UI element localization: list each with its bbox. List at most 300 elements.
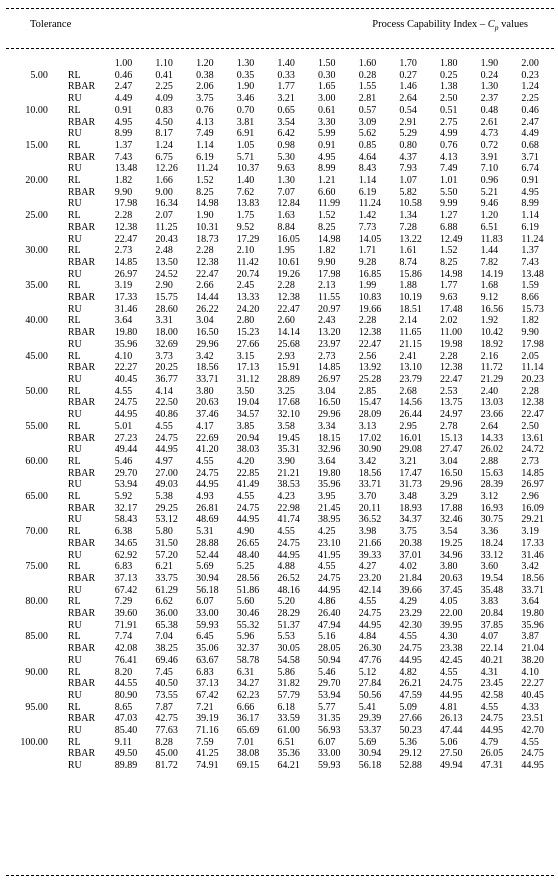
range-value: 1.52 [196, 175, 214, 187]
range-value: 2.85 [358, 385, 377, 397]
range-value: 4.55 [155, 420, 173, 432]
range-value: 7.45 [155, 666, 173, 678]
range-value: 4.90 [236, 526, 255, 538]
range-value: 7.49 [196, 128, 214, 140]
range-value: 1.61 [399, 245, 417, 257]
range-value: 0.46 [521, 104, 539, 116]
tolerance-cell-empty [0, 163, 56, 175]
range-value: 16.50 [196, 327, 219, 339]
row-type-label: RBAR [67, 748, 96, 760]
range-value: 22.27 [521, 678, 544, 690]
table-row [0, 105, 558, 117]
range-value: 4.17 [196, 420, 214, 432]
range-value: 6.60 [318, 186, 336, 198]
range-value: 18.73 [196, 233, 219, 245]
tolerance-cell-empty [0, 339, 56, 351]
range-value: 3.34 [318, 420, 336, 432]
range-value: 2.81 [358, 93, 377, 105]
range-value: 6.83 [114, 561, 133, 573]
range-value: 0.91 [114, 104, 133, 116]
range-value: 57.79 [277, 689, 300, 701]
range-value: 4.05 [440, 596, 458, 608]
range-value: 12.26 [155, 163, 178, 175]
table-row [0, 444, 558, 456]
range-value: 1.27 [440, 210, 458, 222]
range-value: 2.16 [480, 350, 499, 362]
range-value: 3.75 [399, 526, 417, 538]
range-value: 18.93 [399, 502, 422, 514]
range-value: 2.50 [521, 420, 539, 432]
range-value: 6.07 [318, 736, 336, 748]
range-value: 24.75 [440, 678, 463, 690]
range-value: 0.70 [236, 104, 255, 116]
range-value: 19.04 [236, 397, 260, 409]
range-value: 6.66 [236, 701, 255, 713]
range-value: 6.75 [155, 151, 173, 163]
range-value: 28.60 [155, 303, 178, 315]
range-value: 11.25 [155, 221, 178, 233]
tolerance-value: 100.00 [20, 736, 48, 748]
range-value: 4.55 [114, 385, 133, 397]
range-value: 1.82 [318, 245, 336, 257]
range-value: 32.10 [277, 409, 300, 421]
range-value: 3.00 [318, 93, 336, 105]
range-value: 23.97 [318, 338, 341, 350]
range-value: 18.56 [358, 467, 382, 479]
range-value: 35.31 [277, 444, 300, 456]
range-value: 5.92 [114, 491, 133, 503]
table-row [0, 245, 558, 257]
range-value: 19.54 [480, 572, 504, 584]
range-value: 4.23 [277, 491, 295, 503]
row-type-label: RU [67, 409, 82, 421]
pci-symbol: C [487, 19, 495, 30]
range-value: 17.13 [236, 362, 260, 374]
tolerance-value: 40.00 [25, 315, 48, 327]
range-value: 2.96 [521, 491, 539, 503]
range-value: 29.96 [318, 409, 341, 421]
range-value: 17.88 [440, 502, 463, 514]
table-row [0, 702, 558, 714]
range-value: 15.23 [236, 327, 260, 339]
range-value: 19.26 [277, 268, 300, 280]
range-value: 3.60 [480, 561, 499, 573]
range-value: 2.05 [521, 350, 539, 362]
range-value: 35.96 [521, 619, 544, 631]
range-value: 29.39 [358, 713, 382, 725]
range-value: 35.96 [114, 338, 138, 350]
range-value: 11.00 [440, 327, 463, 339]
range-value: 4.93 [196, 491, 214, 503]
range-value: 2.28 [440, 350, 458, 362]
range-value: 14.44 [196, 292, 219, 304]
range-value: 9.46 [480, 198, 499, 210]
row-type-label: RL [67, 104, 81, 116]
range-value: 0.23 [521, 69, 539, 81]
range-value: 13.10 [399, 362, 422, 374]
row-type-label: RL [67, 736, 81, 748]
row-type-label: RU [67, 163, 82, 175]
range-value: 4.30 [440, 631, 458, 643]
tolerance-value: 70.00 [25, 526, 48, 538]
range-value: 11.72 [480, 362, 503, 374]
range-value: 41.49 [236, 479, 260, 491]
range-value: 24.72 [521, 444, 544, 456]
table-row [0, 234, 558, 246]
range-value: 17.02 [358, 432, 382, 444]
range-value: 3.81 [236, 116, 255, 128]
table-row [0, 70, 558, 82]
table-row [0, 128, 558, 140]
range-value: 15.86 [399, 268, 422, 280]
range-value: 51.37 [277, 619, 300, 631]
range-value: 37.46 [196, 409, 219, 421]
range-value: 3.46 [236, 93, 255, 105]
range-value: 1.21 [318, 175, 336, 187]
table-row [0, 479, 558, 491]
range-value: 30.46 [236, 608, 260, 620]
range-value: 1.37 [114, 139, 133, 151]
range-value: 8.84 [277, 221, 295, 233]
range-value: 32.96 [318, 444, 341, 456]
range-value: 12.38 [196, 256, 219, 268]
range-value: 26.13 [440, 713, 463, 725]
range-value: 26.97 [318, 373, 341, 385]
range-value: 2.41 [399, 350, 417, 362]
range-value: 2.07 [155, 210, 173, 222]
tolerance-cell-empty [0, 152, 56, 164]
range-value: 3.48 [399, 491, 417, 503]
range-value: 45.00 [155, 748, 178, 760]
range-value: 32.17 [114, 502, 138, 514]
tolerance-value: 15.00 [25, 139, 48, 151]
row-type-label: RL [67, 175, 81, 187]
range-value: 30.94 [196, 572, 219, 584]
range-value: 12.38 [277, 292, 300, 304]
range-value: 11.24 [521, 233, 544, 245]
range-value: 29.08 [399, 444, 422, 456]
range-value: 4.55 [277, 526, 295, 538]
range-value: 3.42 [196, 350, 214, 362]
row-type-label: RL [67, 455, 81, 467]
range-value: 16.56 [480, 303, 504, 315]
range-value: 2.60 [277, 315, 295, 327]
range-value: 0.24 [480, 69, 499, 81]
range-value: 42.70 [521, 725, 544, 737]
range-value: 3.19 [114, 280, 133, 292]
range-value: 14.14 [277, 327, 300, 339]
range-value: 26.02 [480, 444, 504, 456]
row-type-label: RU [67, 93, 82, 105]
row-type-label: RL [67, 701, 81, 713]
range-value: 1.99 [358, 280, 377, 292]
table-row [0, 386, 558, 398]
table-row [0, 433, 558, 445]
range-value: 7.28 [399, 221, 417, 233]
tolerance-value: 30.00 [25, 245, 48, 257]
range-value: 2.75 [440, 116, 458, 128]
range-value: 37.13 [196, 678, 219, 690]
range-value: 5.25 [236, 561, 255, 573]
range-value: 4.07 [480, 631, 499, 643]
tolerance-cell-empty [0, 362, 56, 374]
range-value: 0.51 [440, 104, 458, 116]
range-value: 42.75 [155, 713, 178, 725]
range-value: 3.12 [480, 491, 499, 503]
range-value: 1.52 [440, 245, 458, 257]
range-value: 8.25 [196, 186, 214, 198]
range-value: 10.19 [399, 292, 422, 304]
range-value: 0.98 [277, 139, 295, 151]
range-value: 5.99 [318, 128, 336, 140]
range-value: 4.37 [399, 151, 417, 163]
capability-table [0, 58, 558, 772]
tolerance-value: 80.00 [25, 596, 48, 608]
row-type-label: RBAR [67, 221, 96, 233]
range-value: 52.44 [196, 549, 219, 561]
range-value: 55.32 [236, 619, 260, 631]
table-row [0, 573, 558, 585]
range-value: 4.97 [155, 455, 173, 467]
range-value: 24.75 [399, 643, 422, 655]
cp-value-header: 1.70 [399, 58, 417, 69]
range-value: 29.96 [440, 479, 463, 491]
table-row [0, 526, 558, 538]
table-row [0, 760, 558, 772]
range-value: 59.93 [318, 760, 341, 772]
table-row [0, 643, 558, 655]
table-row [0, 737, 558, 749]
range-value: 11.14 [521, 362, 544, 374]
row-type-label: RU [67, 514, 82, 526]
range-value: 3.90 [277, 455, 295, 467]
range-value: 2.43 [318, 315, 336, 327]
range-value: 8.99 [318, 163, 336, 175]
range-value: 14.85 [521, 467, 544, 479]
top-dashed-rule [6, 8, 554, 9]
bottom-dashed-rule [6, 875, 554, 876]
range-value: 16.05 [277, 233, 300, 245]
range-value: 44.95 [318, 584, 341, 596]
range-value: 44.95 [521, 760, 544, 772]
range-value: 0.96 [480, 175, 499, 187]
range-value: 33.71 [196, 373, 219, 385]
range-value: 18.15 [318, 432, 341, 444]
table-row [0, 667, 558, 679]
cp-value-header: 1.10 [155, 58, 173, 69]
range-value: 6.19 [196, 151, 214, 163]
row-type-label: RL [67, 210, 81, 222]
range-value: 2.06 [196, 81, 214, 93]
row-type-label: RBAR [67, 713, 96, 725]
range-value: 15.73 [521, 303, 544, 315]
range-value: 1.01 [440, 175, 458, 187]
range-value: 19.80 [114, 327, 138, 339]
range-value: 4.86 [318, 596, 336, 608]
range-value: 9.90 [114, 186, 133, 198]
range-value: 1.42 [358, 210, 377, 222]
range-value: 39.33 [358, 549, 382, 561]
range-value: 2.10 [236, 245, 255, 257]
range-value: 3.30 [318, 116, 336, 128]
row-type-label: RU [67, 584, 82, 596]
range-value: 3.98 [358, 526, 377, 538]
range-value: 58.78 [236, 654, 260, 666]
tolerance-value: 20.00 [25, 175, 48, 187]
range-value: 33.12 [480, 549, 504, 561]
range-value: 44.95 [155, 444, 178, 456]
range-value: 1.30 [480, 81, 499, 93]
range-value: 12.38 [114, 221, 138, 233]
range-value: 16.09 [521, 502, 544, 514]
range-value: 16.50 [318, 397, 341, 409]
range-value: 5.36 [399, 736, 417, 748]
tolerance-cell-empty [0, 760, 56, 772]
range-value: 6.38 [114, 526, 133, 538]
row-type-label: RBAR [67, 643, 96, 655]
range-value: 36.77 [155, 373, 178, 385]
range-value: 26.44 [399, 409, 422, 421]
range-value: 18.92 [480, 338, 504, 350]
range-value: 7.07 [277, 186, 295, 198]
range-value: 44.95 [440, 689, 463, 701]
range-value: 23.29 [399, 608, 422, 620]
range-value: 14.05 [358, 233, 382, 245]
range-value: 17.29 [236, 233, 260, 245]
range-value: 3.04 [440, 455, 458, 467]
range-value: 20.23 [521, 373, 544, 385]
row-type-label: RBAR [67, 151, 96, 163]
range-value: 21.29 [480, 373, 504, 385]
range-value: 3.87 [521, 631, 539, 643]
tolerance-cell-empty [0, 620, 56, 632]
range-value: 0.76 [440, 139, 458, 151]
range-value: 49.03 [155, 479, 178, 491]
range-value: 5.31 [196, 526, 214, 538]
range-value: 36.17 [236, 713, 260, 725]
range-value: 4.73 [480, 128, 499, 140]
table-row [0, 140, 558, 152]
table-row [0, 257, 558, 269]
range-value: 26.40 [318, 608, 341, 620]
range-value: 37.45 [440, 584, 463, 596]
range-value: 4.13 [196, 116, 214, 128]
range-value: 1.77 [277, 81, 295, 93]
range-value: 1.82 [521, 315, 539, 327]
range-value: 24.75 [114, 397, 138, 409]
range-value: 5.69 [358, 736, 377, 748]
range-value: 63.67 [196, 654, 219, 666]
range-value: 39.95 [440, 619, 463, 631]
range-value: 2.13 [318, 280, 336, 292]
range-value: 9.12 [480, 292, 499, 304]
range-value: 13.48 [114, 163, 138, 175]
table-row [0, 397, 558, 409]
range-value: 28.29 [277, 608, 300, 620]
range-value: 81.72 [155, 760, 178, 772]
range-value: 18.51 [399, 303, 422, 315]
range-value: 21.04 [521, 643, 544, 655]
range-value: 1.82 [114, 175, 133, 187]
range-value: 4.55 [399, 631, 417, 643]
table-row [0, 491, 558, 503]
table-row [0, 222, 558, 234]
range-value: 5.38 [155, 491, 173, 503]
range-value: 76.41 [114, 654, 138, 666]
range-value: 19.98 [440, 338, 463, 350]
range-value: 40.50 [155, 678, 178, 690]
tolerance-value: 25.00 [25, 210, 48, 222]
range-value: 17.68 [277, 397, 300, 409]
range-value: 0.76 [196, 104, 214, 116]
table-row [0, 550, 558, 562]
range-value: 5.69 [196, 561, 214, 573]
row-type-label: RU [67, 725, 82, 737]
range-value: 1.40 [236, 175, 255, 187]
tolerance-cell-empty [0, 538, 56, 550]
range-value: 5.29 [399, 128, 417, 140]
tolerance-value: 35.00 [25, 280, 48, 292]
table-row [0, 339, 558, 351]
range-value: 53.12 [155, 514, 178, 526]
range-value: 3.04 [196, 315, 214, 327]
range-value: 0.80 [399, 139, 417, 151]
range-value: 6.19 [358, 186, 377, 198]
range-value: 34.57 [236, 409, 260, 421]
range-value: 3.31 [155, 315, 173, 327]
range-value: 1.92 [480, 315, 499, 327]
range-value: 1.38 [440, 81, 458, 93]
table-row [0, 748, 558, 760]
range-value: 27.00 [155, 467, 178, 479]
range-value: 2.47 [114, 81, 133, 93]
tolerance-cell-empty [0, 503, 56, 515]
tolerance-cell-empty [0, 713, 56, 725]
range-value: 77.63 [155, 725, 178, 737]
tolerance-cell-empty [0, 573, 56, 585]
range-value: 29.96 [196, 338, 219, 350]
tolerance-cell-empty [0, 234, 56, 246]
range-value: 42.45 [440, 654, 463, 666]
range-value: 12.49 [440, 233, 463, 245]
range-value: 1.88 [399, 280, 417, 292]
range-value: 1.46 [399, 81, 417, 93]
range-value: 2.28 [358, 315, 377, 327]
range-value: 13.22 [399, 233, 422, 245]
range-value: 7.49 [440, 163, 458, 175]
range-value: 15.91 [277, 362, 300, 374]
range-value: 48.69 [196, 514, 219, 526]
range-value: 14.33 [480, 432, 504, 444]
row-type-label: RL [67, 420, 81, 432]
table-row [0, 503, 558, 515]
range-value: 47.31 [480, 760, 504, 772]
range-value: 47.59 [399, 689, 422, 701]
range-value: 2.66 [196, 280, 214, 292]
range-value: 24.52 [155, 268, 178, 280]
range-value: 1.63 [277, 210, 295, 222]
range-value: 7.74 [114, 631, 133, 643]
range-value: 4.13 [440, 151, 458, 163]
range-value: 5.21 [480, 186, 499, 198]
range-value: 6.74 [521, 163, 539, 175]
row-type-label: RL [67, 69, 81, 81]
range-value: 18.00 [155, 327, 178, 339]
range-value: 26.30 [358, 643, 382, 655]
range-value: 7.62 [236, 186, 255, 198]
range-value: 16.50 [440, 467, 463, 479]
range-value: 31.46 [114, 303, 138, 315]
